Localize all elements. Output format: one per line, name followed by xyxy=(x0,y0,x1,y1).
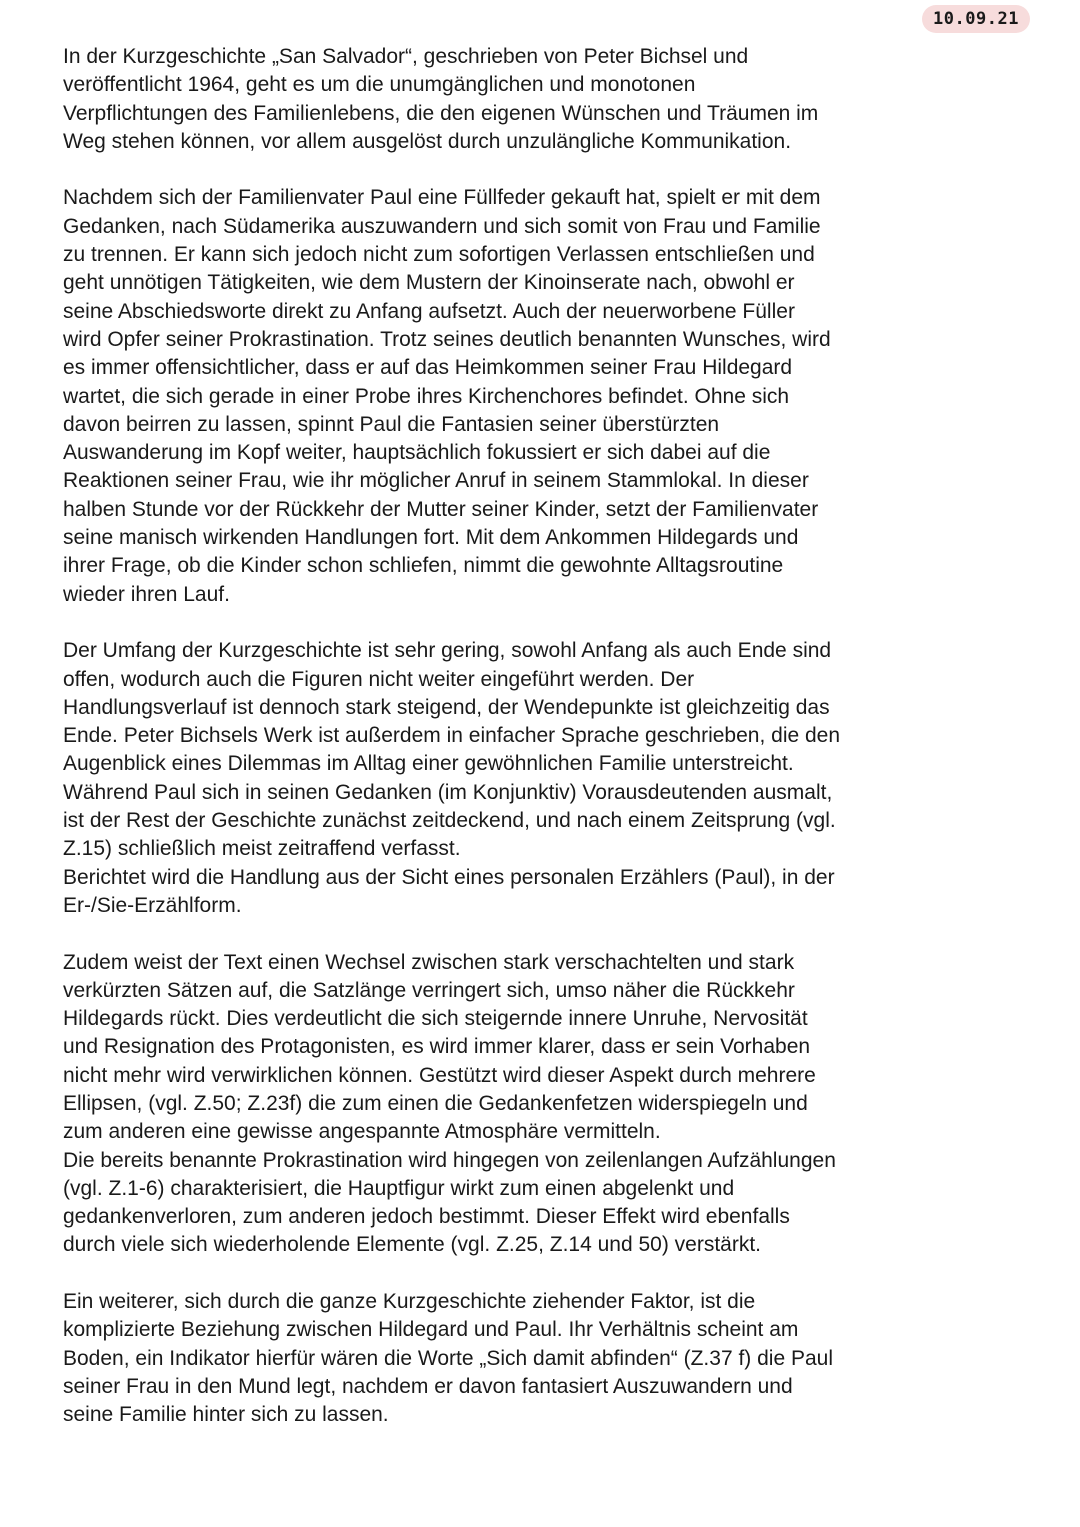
paragraph-intro: In der Kurzgeschichte „San Salvador“, geschrieben von Peter Bichsel und veröffentlicht 1964, geht es um die unumgänglichen und monotonen Verpflichtungen des Familienlebens, die den eigenen Wünschen und Träumen im Weg stehen können, vor allem ausgelöst durch unzulängliche Kommunikation. xyxy=(63,45,819,153)
essay-body xyxy=(63,43,963,1458)
paragraph-structure: Der Umfang der Kurzgeschichte ist sehr gering, sowohl Anfang als auch Ende sind offen, wodurch auch die Figuren nicht weiter eingeführt werden. Der Handlungsverlauf ist dennoch stark steigend, der Wendepunkte ist gleichzeitig das Ende. Peter Bichsels Werk ist außerdem in einfacher Sprache geschrieben, die den Augenblick eines Dilemmas im Alltag einer gewöhnlichen Familie unterstreicht. Während Paul sich in seinen Gedanken (im Konjunktiv) Vorausdeutenden ausmalt, ist der Rest der Geschichte zunächst zeitdeckend, und nach einem Zeitsprung (vgl. Z.15) schließlich meist zeitraffend verfasst. xyxy=(63,639,841,861)
paragraph-narrator: Berichtet wird die Handlung aus der Sicht eines personalen Erzählers (Paul), in der Er-/Sie-Erzählform. xyxy=(63,865,835,917)
date-badge: 10.09.21 xyxy=(922,5,1030,33)
paragraph-procrastination: Die bereits benannte Prokrastination wird hingegen von zeilenlangen Aufzählungen (vgl. Z.1-6) charakterisiert, die Hauptfigur wirkt zum einen abgelenkt und gedankenverloren, zum anderen jedoch bestimmt. Dieser Effekt wird ebenfalls durch viele sich wiederholende Elemente (vgl. Z.25, Z.14 und 50) verstärkt. xyxy=(63,1148,836,1257)
paragraph-summary: Nachdem sich der Familienvater Paul eine Füllfeder gekauft hat, spielt er mit dem Gedanken, nach Südamerika auszuwandern und sich somit von Frau und Familie zu trennen. Er kann sich jedoch nicht zum sofortigen Verlassen entschließen und geht unnötigen Tätigkeiten, wie dem Mustern der Kinoinserate nach, obwohl er seine Abschiedsworte direkt zu Anfang aufsetzt. Auch der neuerworbene Füller wird Opfer seiner Prokrastination. Trotz seines deutlich benannten Wunsches, wird es immer offensichtlicher, dass er auf das Heimkommen seiner Frau Hildegard wartet, die sich gerade in einer Probe ihres Kirchenchores befindet. Ohne sich davon beirren zu lassen, spinnt Paul die Fantasien seiner überstürzten Auswanderung im Kopf weiter, hauptsächlich fokussiert er sich dabei auf die Reaktionen seiner Frau, wie ihr möglicher Anruf in seinem Stammlokal. In dieser halben Stunde vor der Rückkehr der Mutter seiner Kinder, setzt der Familienvater seine manisch wirkenden Handlungen fort. Mit dem Ankommen Hildegards und ihrer Frage, ob die Kinder schon schliefen, nimmt die gewohnte Alltagsroutine wieder ihren Lauf. xyxy=(63,186,831,606)
paragraph-syntax: Zudem weist der Text einen Wechsel zwischen stark verschachtelten und stark verkürzten Sätzen auf, die Satzlänge verringert sich, umso näher die Rückkehr Hildegards rückt. Dies verdeutlicht die sich steigernde innere Unruhe, Nervosität und Resignation des Protagonisten, es wird immer klarer, dass er sein Vorhaben nicht mehr wird verwirklichen können. Gestützt wird dieser Aspekt durch mehrere Ellipsen, (vgl. Z.50; Z.23f) die zum einen die Gedankenfetzen widerspiegeln und zum anderen eine gewisse angespannte Atmosphäre vermitteln. xyxy=(63,950,816,1144)
paragraph-relationship: Ein weiterer, sich durch die ganze Kurzgeschichte ziehender Faktor, ist die komplizierte Beziehung zwischen Hildegard und Paul. Ihr Verhältnis scheint am Boden, ein Indikator hierfür wären die Worte „Sich damit abfinden“ (Z.37 f) die Paul seiner Frau in den Mund legt, nachdem er davon fantasiert Auszuwandern und seine Familie hinter sich zu lassen. xyxy=(63,1290,834,1427)
